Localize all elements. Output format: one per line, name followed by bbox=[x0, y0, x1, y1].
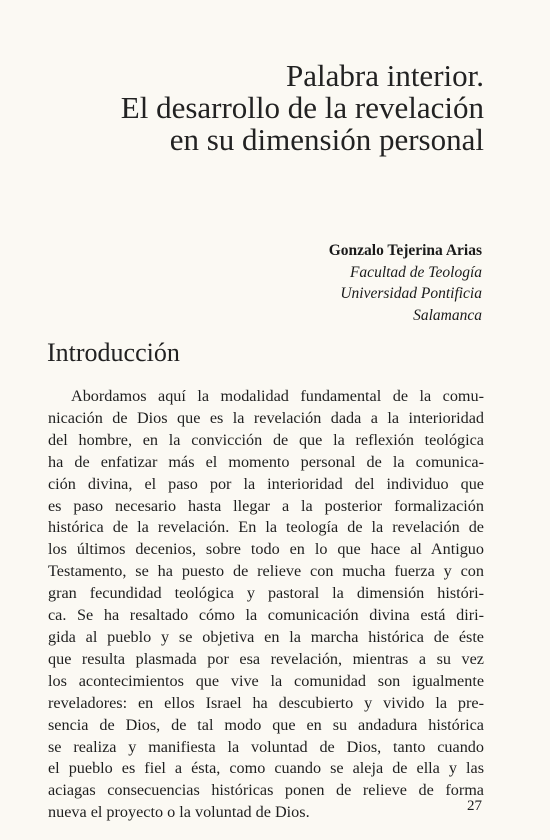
paragraph-line: reveladores: en ellos Israel ha descubierto y vivido la pre- bbox=[48, 693, 484, 712]
paragraph-line: Abordamos aquí la modalidad fundamental de la comu- bbox=[71, 387, 484, 405]
paragraph-line: nueva el proyecto o la voluntad de Dios. bbox=[48, 803, 310, 822]
title-line-1: Palabra interior. bbox=[286, 58, 484, 93]
page-number: 27 bbox=[467, 798, 482, 814]
author-affiliation-city: Salamanca bbox=[413, 306, 482, 324]
paragraph-line: los acontecimientos que vive la comunidad son igualmente bbox=[48, 671, 484, 690]
paragraph-line: nicación de Dios que es la revelación dada a la interioridad bbox=[48, 408, 484, 427]
paragraph-line: aciagas consecuencias históricas ponen de relieve de forma bbox=[48, 781, 484, 800]
paragraph-line: sencia de Dios, de tal modo que en su andadura histórica bbox=[48, 715, 484, 734]
title-line-3: en su dimensión personal bbox=[169, 122, 484, 157]
section-heading: Introducción bbox=[47, 338, 180, 367]
paragraph-line: Testamento, se ha puesto de relieve con mucha fuerza y con bbox=[48, 562, 484, 581]
paragraph-line: que resulta plasmada por esa revelación, mientras a su vez bbox=[48, 649, 484, 668]
paragraph-line: gida al pueblo y se objetiva en la marcha histórica de éste bbox=[48, 627, 484, 646]
paragraph-line: ca. Se ha resaltado cómo la comunicación divina está diri- bbox=[48, 606, 484, 625]
paragraph-line: ción divina, el paso por la interioridad del individuo que bbox=[48, 474, 484, 493]
author-affiliation-faculty: Facultad de Teología bbox=[349, 263, 482, 281]
author-name: Gonzalo Tejerina Arias bbox=[328, 242, 482, 259]
paragraph-line: se realiza y manifiesta la voluntad de Dios, tanto cuando bbox=[48, 737, 484, 756]
body-paragraph bbox=[48, 386, 484, 824]
paragraph-line: los últimos decenios, sobre todo en lo que hace al Antiguo bbox=[48, 540, 484, 559]
paragraph-line: el pueblo es fiel a ésta, como cuando se aleja de ella y las bbox=[48, 759, 484, 778]
paragraph-line: del hombre, en la convicción de que la reflexión teológica bbox=[48, 430, 484, 449]
paragraph-line: es paso necesario hasta llegar a la posterior formalización bbox=[48, 496, 484, 515]
paragraph-line: histórica de la revelación. En la teología de la revelación de bbox=[48, 518, 484, 537]
title-line-2: El desarrollo de la revelación bbox=[120, 90, 484, 125]
paragraph-line: ha de enfatizar más el momento personal de la comunica- bbox=[48, 452, 484, 471]
author-affiliation-university: Universidad Pontificia bbox=[340, 285, 482, 302]
chapter-title bbox=[121, 60, 484, 156]
author-block bbox=[329, 240, 482, 326]
paragraph-line: gran fecundidad teológica y pastoral la dimensión históri- bbox=[48, 584, 484, 603]
